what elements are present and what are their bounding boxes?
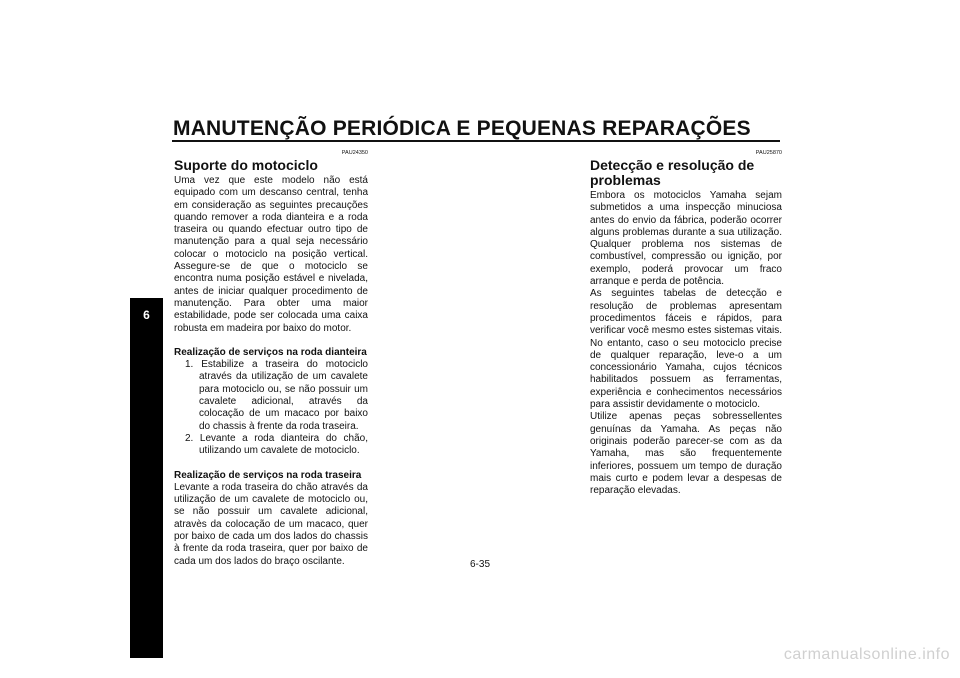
section-title: Suporte do motociclo — [174, 157, 318, 173]
section-code: PAU24350 — [341, 150, 368, 156]
chapter-number: 6 — [143, 308, 150, 322]
section-title: Detecção e resolução de problemas — [590, 157, 755, 188]
watermark: carmanualsonline.info — [783, 646, 950, 663]
section-code: PAU25870 — [755, 150, 782, 156]
page-number: 6-35 — [469, 559, 490, 570]
front-wheel-heading: Realização de serviços na roda dianteira — [174, 346, 367, 358]
column-3 — [590, 150, 782, 497]
paragraph: As seguintes tabelas de detecção e resolução de problemas apresentam procedimentos fáceis e rápidos, para verificar você mesmo estes sistemas vitais. No entanto, caso o seu motociclo precise de qualquer reparação, leve-o a um concessionário Yamaha, cujos técnicos habilitados possuem as ferramentas, experiência e conhecimentos necessários para assistir devidamente o motociclo. — [590, 288, 782, 411]
section-intro: Uma vez que este modelo não está equipado com um descanso central, tenha em consideração as seguintes precauções quando remover a roda dianteira e a roda traseira ou quando efectuar outro tipo de manutenção para a qual seja necessário colocar o motociclo na posição vertical. Assegure-se de que o motociclo se encontra numa posição estável e nivelada, antes de iniciar qualquer procedimento de manutenção. Para obter uma maior estabilidade, pode ser colocada uma caixa robusta em madeira por baixo do motor. — [174, 175, 368, 334]
page-header-title: MANUTENÇÃO PERIÓDICA E PEQUENAS REPARAÇÕES — [173, 117, 751, 140]
paragraph: Embora os motociclos Yamaha sejam submetidos a uma inspecção minuciosa antes do envio da fábrica, poderão ocorrer alguns problemas durante a sua utilização. Qualquer problema nos sistemas de combustível, compressão ou ignição, por exemplo, poderá provocar um fraco arranque e perda de potência. — [590, 190, 782, 288]
paragraph: Utilize apenas peças sobressellentes genuínas da Yamaha. As peças não originais poderão parecer-se com as da Yamaha, mas são frequentemente inferiores, possuem um tempo de duração mais curto e podem levar a despesas de reparação elevadas. — [590, 411, 782, 497]
step-item: 2. Levante a roda dianteira do chão, utilizando um cavalete de motociclo. — [185, 432, 368, 457]
column-1 — [174, 150, 368, 568]
step-item: 1. Estabilize a traseira do motociclo através da utilização de um cavalete para motociclo ou, se não possuir um cavalete adicional, através da colocação de um macaco por baixo do chassis à frente da roda traseira. — [185, 359, 368, 432]
rear-wheel-text: Levante a roda traseira do chão através da utilização de um cavalete de motociclo ou, se não possuir um cavalete adicional, atravès da colocação de um macaco, quer por baixo de cada um dos lados do chassis à frente da roda traseira, quer por baixo de cada um dos lados do braço oscilante. — [174, 481, 368, 567]
front-wheel-steps — [174, 359, 368, 457]
rear-wheel-heading: Realização de serviços na roda traseira — [174, 469, 362, 481]
chapter-tab — [130, 298, 163, 658]
header-rule — [172, 140, 780, 142]
